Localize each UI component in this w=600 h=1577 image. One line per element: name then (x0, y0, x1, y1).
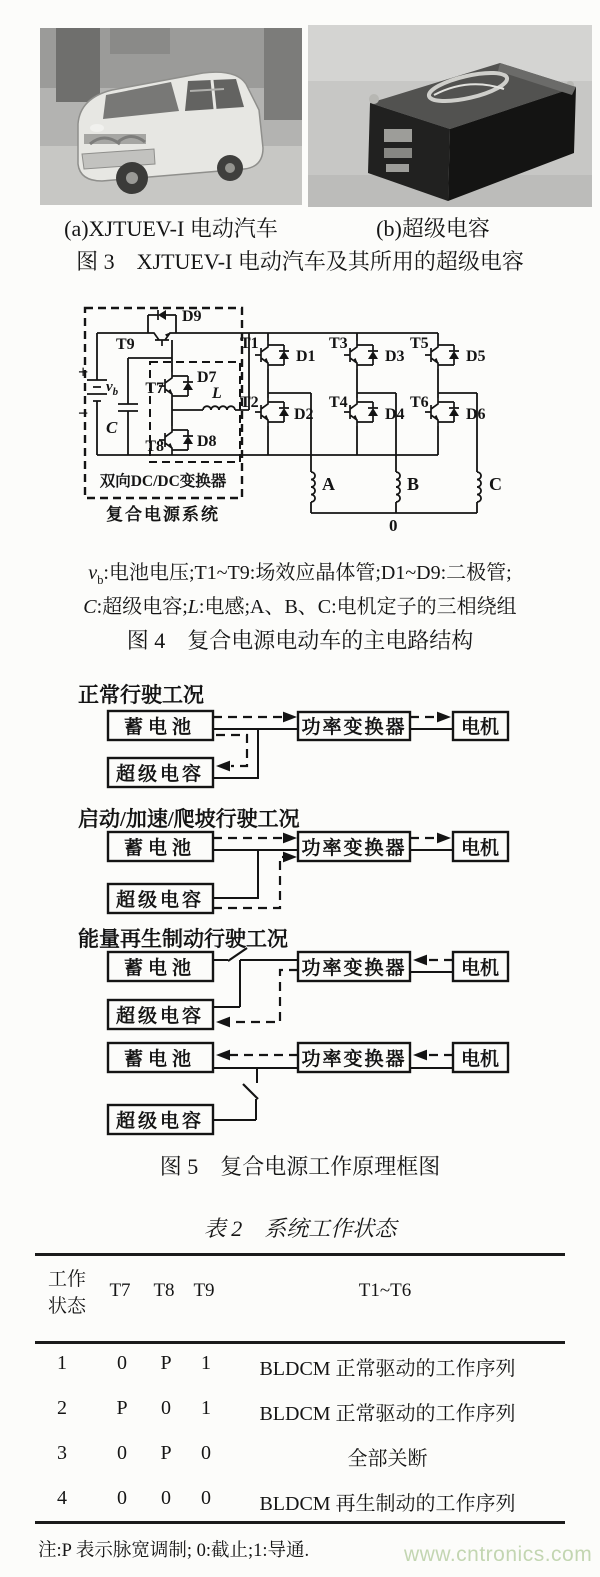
label-t3: T3 (329, 335, 348, 352)
table2-title: 表 2 系统工作状态 (203, 1216, 397, 1241)
cell-state: 2 (57, 1397, 67, 1419)
legend-line1-text: :电池电压;T1~T9:场效应晶体管;D1~D9:二极管; (103, 562, 512, 584)
cell-desc: BLDCM 再生制动的工作序列 (259, 1493, 516, 1515)
circuit-diagram-svg (0, 290, 600, 545)
cell-t8: P (160, 1352, 172, 1374)
label-t6: T6 (410, 394, 429, 411)
cell-t9: 1 (201, 1352, 211, 1374)
supercap-box-label: 超级电容 (115, 1111, 205, 1132)
figure4-legend-line2 (0, 590, 600, 619)
label-phase-a: A (322, 474, 335, 494)
cell-state: 4 (57, 1487, 67, 1509)
table-header-state-line2: 状态 (47, 1296, 86, 1317)
figure3-caption-a: (a)XJTUEV-I 电动汽车 (64, 216, 278, 241)
cell-t7: 0 (117, 1487, 127, 1509)
table-header-state-line1: 工作 (47, 1269, 86, 1290)
label-vb: $v_b$ (106, 379, 119, 398)
label-t8: T8 (145, 438, 164, 455)
legend-seg-cap: :超级电容; (96, 596, 188, 618)
converter-box-label: 功率变换器 (301, 717, 407, 738)
photo-supercapacitor (308, 25, 592, 207)
table-header-t7: T7 (109, 1280, 131, 1301)
converter-box-label: 功率变换器 (301, 1049, 407, 1070)
label-d8: D8 (197, 433, 217, 450)
photo-electric-vehicle (40, 28, 302, 205)
condition-label-regen: 能量再生制动行驶工况 (78, 927, 288, 951)
label-d3: D3 (385, 348, 405, 365)
legend-v: v (88, 562, 98, 584)
cell-t8: 0 (161, 1397, 171, 1419)
condition-label-accel: 启动/加速/爬坡行驶工况 (78, 807, 300, 831)
converter-box-label: 功率变换器 (301, 838, 407, 859)
table-header-state (38, 1266, 96, 1320)
figure4-circuit (0, 290, 600, 545)
label-d6: D6 (466, 406, 486, 423)
figure3-caption-b: (b)超级电容 (376, 216, 490, 241)
table-header-t8: T8 (153, 1280, 175, 1301)
cell-t7: 0 (117, 1352, 127, 1374)
block-diagram-svg (0, 678, 600, 1148)
legend-c: C (83, 596, 97, 618)
label-d4: D4 (385, 406, 405, 423)
legend-line2-text: :电感;A、B、C:电机定子的三相绕组 (198, 596, 517, 618)
dcdc-converter-dashed-box (85, 308, 242, 498)
cell-t7: P (116, 1397, 128, 1419)
cell-t9: 0 (201, 1487, 211, 1509)
battery-box-label: 蓄电池 (123, 838, 197, 859)
figure4-legend-line1 (0, 556, 600, 588)
motor-box-label: 电机 (460, 717, 500, 738)
cell-desc: BLDCM 正常驱动的工作序列 (259, 1358, 516, 1380)
cell-desc: BLDCM 正常驱动的工作序列 (259, 1403, 516, 1425)
cell-desc: 全部关断 (347, 1448, 428, 1470)
motor-box-label: 电机 (460, 958, 500, 979)
table-bottom-rule (35, 1521, 565, 1524)
label-c: C (106, 418, 118, 437)
block-box-labels (116, 715, 499, 1132)
legend-l: L (187, 596, 199, 618)
cell-t9: 1 (201, 1397, 211, 1419)
cell-t8: P (160, 1442, 172, 1464)
label-dcdc-box: 双向DC/DC变换器 (99, 473, 227, 490)
figure5-title: 图 5 复合电源工作原理框图 (159, 1154, 441, 1179)
converter-box-label: 功率变换器 (301, 958, 407, 979)
motor-box-label: 电机 (460, 838, 500, 859)
legend-v-sub: b (97, 573, 104, 587)
label-d9: D9 (182, 308, 202, 325)
label-t4: T4 (329, 394, 348, 411)
label-phase-c: C (489, 474, 502, 494)
cell-state: 3 (57, 1442, 67, 1464)
figure5-block-diagrams (0, 678, 600, 1148)
table-note: 注:P 表示脉宽调制; 0:截止;1:导通. (38, 1541, 310, 1561)
vehicle-photo-illustration (40, 28, 302, 205)
flow-arrowheads (216, 712, 451, 1061)
block-dashed-flows (213, 717, 453, 1055)
table-top-rule (35, 1253, 565, 1256)
label-t5: T5 (410, 335, 429, 352)
figure3-title: 图 3 XJTUEV-I 电动汽车及其所用的超级电容 (76, 249, 524, 274)
label-system-box: 复合电源系统 (106, 505, 220, 524)
table-header-t9: T9 (193, 1280, 215, 1301)
label-d5: D5 (466, 348, 486, 365)
label-l: L (212, 385, 222, 402)
figure4-title: 图 4 复合电源电动车的主电路结构 (126, 628, 474, 653)
label-d7: D7 (197, 369, 217, 386)
label-phase-b: B (407, 474, 420, 494)
label-plus: + (78, 362, 89, 382)
battery-box-label: 蓄电池 (123, 1049, 197, 1070)
cell-t9: 0 (201, 1442, 211, 1464)
cell-t7: 0 (117, 1442, 127, 1464)
supercap-box-label: 超级电容 (115, 890, 205, 911)
supercap-box-label: 超级电容 (115, 1006, 205, 1027)
table-header-t1-t6: T1~T6 (358, 1280, 412, 1301)
cell-t8: 0 (161, 1487, 171, 1509)
table-mid-rule (35, 1341, 565, 1344)
cell-state: 1 (57, 1352, 67, 1374)
condition-label-normal: 正常行驶工况 (78, 683, 204, 707)
motor-box-label: 电机 (460, 1049, 500, 1070)
supercap-box-label: 超级电容 (115, 764, 205, 785)
battery-box-label: 蓄电池 (123, 958, 197, 979)
label-minus: − (78, 403, 89, 423)
label-t2: T2 (240, 394, 259, 411)
watermark: www.cntronics.com (404, 1543, 593, 1566)
label-t9: T9 (116, 336, 135, 353)
label-d1: D1 (296, 348, 316, 365)
transistor-symbols (148, 310, 459, 454)
supercapacitor-photo-illustration (308, 25, 592, 207)
label-neutral: 0 (389, 516, 398, 535)
label-t7: T7 (145, 380, 164, 397)
label-d2: D2 (294, 406, 314, 423)
battery-box-label: 蓄电池 (123, 717, 197, 738)
label-t1: T1 (240, 335, 259, 352)
